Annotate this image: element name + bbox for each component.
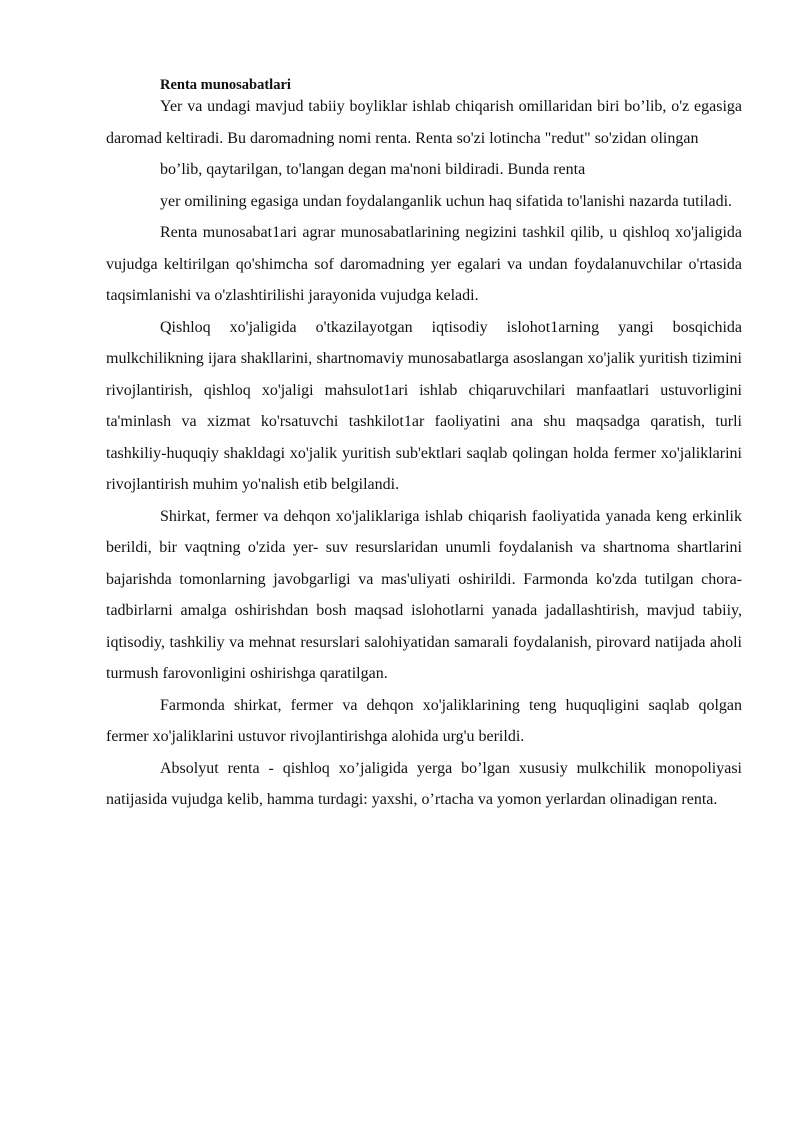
paragraph: Renta munosabat1ari agrar munosabatlarining negizini tashkil qilib, u qishloq xo'jaligida vujudga keltirilgan qo'shimcha sof daromadning yer egalari va undan foydalanuvchilar o'rtasida taqsimlanishi va o'zlashtirilishi jarayonida vujudga keladi. bbox=[106, 224, 742, 304]
paragraph: yer omilining egasiga undan foydalanganlik uchun haq sifatida to'lanishi nazarda tutiladi. bbox=[160, 192, 733, 210]
paragraph: Qishloq xo'jaligida o'tkazilayotgan iqtisodiy islohot1arning yangi bosqichida mulkchilikning ijara shakllarini, shartnomaviy munosabatlarga asoslangan xo'jalik yuritish tizimini rivojlantirish, qishloq xo'jaligi mahsulot1ari ishlab chiqaruvchilari manfaatlari ustuvorligini ta'minlash va xizmat ko'rsatuvchi tashkilot1ar faoliyatini ana shu maqsadga qaratish, turli tashkiliy-huquqiy shakldagi xo'jalik yuritish sub'ektlari saqlab qolingan holda fermer xo'jaliklarini rivojlantirish muhim yo'nalish etib belgilandi. bbox=[106, 318, 742, 493]
paragraph: Shirkat, fermer va dehqon xo'jaliklariga ishlab chiqarish faoliyatida yanada keng erkinlik berildi, bir vaqtning o'zida yer- suv resurslaridan unumli foydalanish va shartnoma shartlarini bajarishda tomonlarning javobgarligi va mas'uliyati oshirildi. Farmonda ko'zda tutilgan chora-tadbirlarni amalga oshirishdan bosh maqsad islohotlarni yanada jadallashtirish, mavjud tabiiy, iqtisodiy, tashkiliy va mehnat resurslari salohiyatidan samarali foydalanish, pirovard natijada aholi turmush farovonligini oshirishga qaratilgan. bbox=[106, 507, 742, 682]
paragraph: bo’lib, qaytarilgan, to'langan degan ma'noni bildiradi. Bunda renta bbox=[160, 161, 586, 178]
document-body bbox=[106, 76, 742, 816]
paragraph: Farmonda shirkat, fermer va dehqon xo'jaliklarining teng huquqligini saqlab qolgan fermer xo'jaliklarini ustuvor rivojlantirishga alohida urg'u berildi. bbox=[106, 696, 742, 745]
section-heading: Renta munosabatlari bbox=[160, 77, 291, 93]
paragraph: Yer va undagi mavjud tabiiy boyliklar ishlab chiqarish omillaridan biri bo’lib, o'z egasiga daromad keltiradi. Bu daromadning nomi renta. Renta so'zi lotincha "redut" so'zidan olingan bbox=[106, 98, 742, 147]
paragraph: Absolyut renta - qishloq xo’jaligida yerga bo’lgan xususiy mulkchilik monopoliyasi natijasida vujudga kelib, hamma turdagi: yaxshi, o’rtacha va yomon yerlardan olinadigan renta. bbox=[106, 759, 742, 808]
